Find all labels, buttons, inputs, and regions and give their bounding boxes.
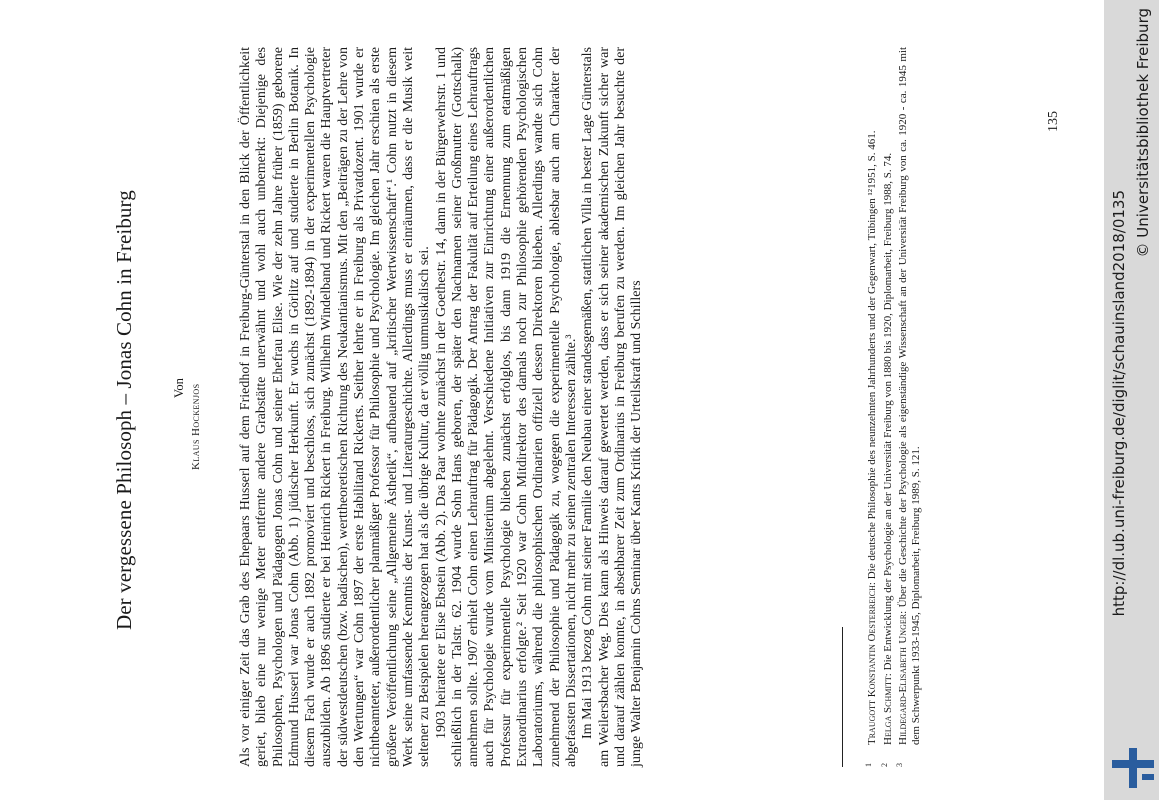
footnote-number: 2 — [879, 763, 889, 767]
source-url-link[interactable]: http://dl.ub.uni-freiburg.de/diglit/schauinsland2018/0135 — [1110, 190, 1128, 617]
page-number: 135 — [1046, 111, 1061, 132]
body-paragraph: 1903 heiratete er Elise Ebstein (Abb. 2). Das Paar wohnte zunächst in der Goethestr. 14, dann in der Bürgerwehrstr. 1 und schließlich in der Talstr. 62. 1904 wurde Sohn Hans geboren, der später den Nachnamen seiner Großmutter (Gottschalk) annehmen sollte. 1907 erhielt Cohn einen Lehrauftrag für Pädagogik. Der Antrag der Fakultät auf Erteilung eines Lehrauftrags auch für Psychologie wurde vom Ministerium abgelehnt. Verschiedene Initiativen zur Einrichtung einer außerordentlichen Professur für experimentelle Psychologie blieben zunächst erfolglos, bis dann 1919 die Ernennung zum etatmäßigen Extraordinarius erfolgte.² Seit 1920 war Cohn Mitdirektor des damals noch zur Philosophie gehörenden Psychologischen Laboratoriums, während die philosophischen Ordinarien offiziell dessen Direktoren blieben. Allerdings wandte sich Cohn zunehmend der Philosophie und Pädagogik zu, wogegen die experimentelle Psychologie, ablesbar auch am Charakter der abgefassten Dissertationen, nicht mehr zu seinen zentralen Interessen zählte.³ — [433, 47, 579, 767]
footnote-author: Hildegard-Elisabeth Unger: — [897, 610, 910, 745]
footnote-number: 3 — [895, 763, 905, 767]
footnote-text: Über die Geschichte der Psychologie als eigenständige Wissenschaft an der Universität Freiburg von ca. 1920 - ca. 1945 mit dem Schwerpunkt 1933-1945, Diplomarbeit, Freiburg 1989, S. 121. — [897, 47, 922, 745]
article-title: Der vergessene Philosoph – Jonas Cohn in Freiburg — [112, 190, 136, 630]
byline-von: Von — [172, 378, 186, 398]
sidebar-text-rotated — [1104, 0, 1159, 800]
body-paragraph: Im Mai 1913 bezog Cohn mit seiner Familie den Neubau einer standesgemäßen, stattlichen Villa in bester Lage Günterstals am Weilersbacher Weg. Dies kann als Hinweis darauf gewertet werden, dass er sich seiner akademischen Zukunft sicher war und darauf zählen konnte, in absehbarer Zeit zum Ordinarius in Freiburg berufen zu werden. Im gleichen Jahr besuchte der junge Walter Benjamin Cohns Seminar über Kants Kritik der Urteilskraft und Schillers — [580, 47, 645, 767]
footnote — [866, 47, 879, 767]
ub-freiburg-logo-icon — [1112, 748, 1154, 788]
footnote-author: Helga Schmitt: — [881, 673, 894, 745]
footnote-author: Traugott Konstantin Oesterreich: — [866, 582, 878, 745]
source-sidebar — [1104, 0, 1159, 800]
footnote-text: Die Entwicklung der Psychologie an der Universität Freiburg von 1880 bis 1920, Diplomarbeit, Freiburg 1988, S. 74. — [881, 152, 894, 674]
footnote-text: Die deutsche Philosophie des neunzehnten Jahrhunderts und der Gegenwart, Tübingen ¹²1951, S. 461. — [866, 130, 878, 583]
article-author: Klaus Hockenjos — [190, 383, 202, 470]
footnote-divider — [842, 627, 843, 767]
footnote — [897, 47, 922, 767]
footnotes — [866, 47, 925, 767]
copyright-notice: © Universitätsbibliothek Freiburg — [1134, 8, 1152, 258]
article-body — [238, 47, 645, 767]
body-paragraph: Als vor einiger Zeit das Grab des Ehepaars Husserl auf dem Friedhof in Freiburg-Günterstal in den Blick der Öffentlichkeit geriet, blieb eine nur wenige Meter entfernte andere Grabstätte unerwähnt und wohl auch unbemerkt: Diejenige des Philosophen, Psychologen und Pädagogen Jonas Cohn und seiner Ehefrau Elise. Wie der zehn Jahre früher (1859) geborene Edmund Husserl war Jonas Cohn (Abb. 1) jüdischer Herkunft. Er wuchs in Görlitz auf und studierte in Berlin Botanik. In diesem Fach wurde er auch 1892 promoviert und beschloss, sich zunächst (1892-1894) in der experimentellen Psychologie auszubilden. Ab 1896 studierte er bei Heinrich Rickert in Freiburg. Wilhelm Windelband und Rickert waren die Hauptvertreter der südwestdeutschen (bzw. badischen), werttheoretischen Richtung des Neukantianismus. Mit den „Beiträgen zu der Lehre von den Wertungen“ war Cohn 1897 der erste Habilitand Rickerts. Seither lehrte er in Freiburg als Privatdozent. 1901 wurde er nichtbeamteter, außerordentlicher planmäßiger Professor für Philosophie und Psychologie. Im gleichen Jahr erschien als erste größere Veröffentlichung seine „Allgemeine Ästhetik“, aufbauend auf „kritischer Wertwissenschaft“.¹ Cohn nutzt in diesem Werk seine umfassende Kenntnis der Kunst- und Literaturgeschichte. Allerdings muss er einräumen, dass er die Musik weit seltener zu Beispielen herangezogen hat als die übrige Kultur, da er völlig unmusikalisch sei. — [238, 47, 433, 767]
footnote — [879, 47, 895, 767]
footnote-number: 1 — [864, 763, 873, 767]
